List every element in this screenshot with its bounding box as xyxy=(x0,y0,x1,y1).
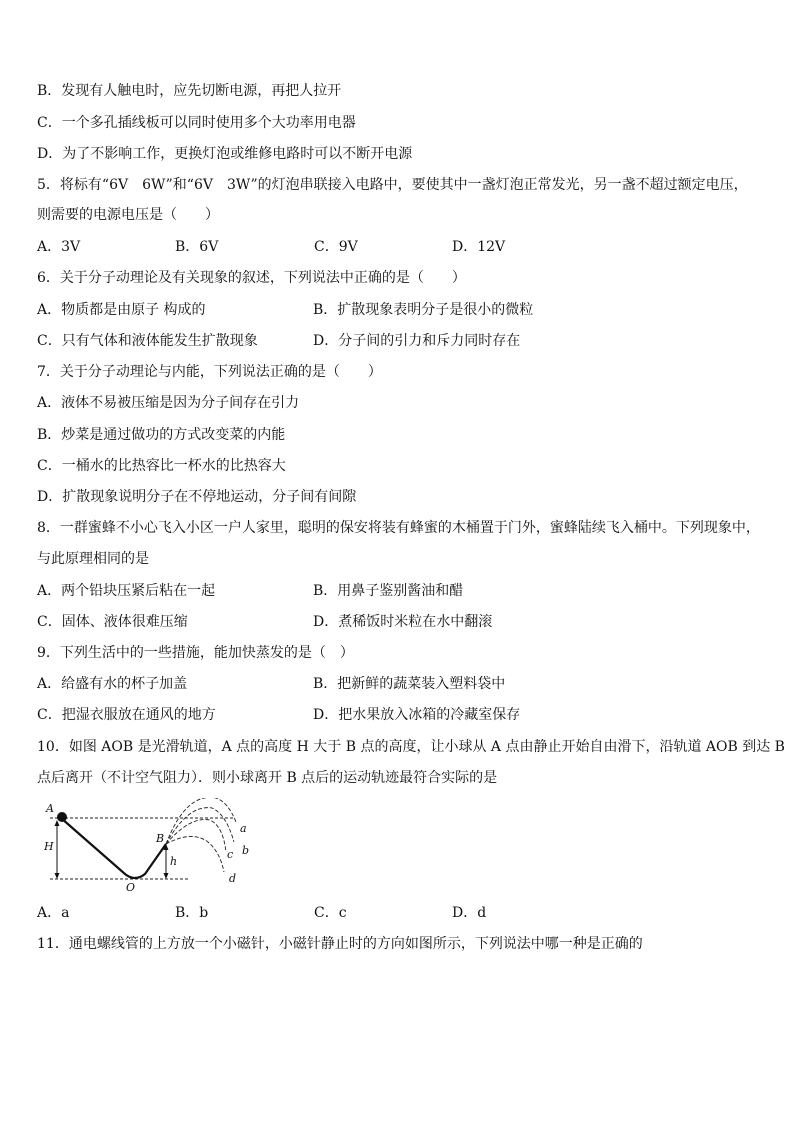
q9-stem: 9．下列生活中的一些措施，能加快蒸发的是（ ） xyxy=(37,645,354,661)
label-c: c xyxy=(227,848,234,861)
q4-option-b: B．发现有人触电时，应先切断电源，再把人拉开 xyxy=(37,83,342,99)
q9-option-d: D．把水果放入冰箱的冷藏室保存 xyxy=(313,707,521,723)
q7-option-a: A．液体不易被压缩是因为分子间存在引力 xyxy=(37,395,300,411)
q6-option-a: A．物质都是由原子 构成的 xyxy=(37,302,206,318)
q8-option-c: C．固体、液体很难压缩 xyxy=(37,614,188,630)
q5-option-c: C．9V xyxy=(314,239,358,255)
ball xyxy=(57,812,67,822)
q8-option-d: D．煮稀饭时米粒在水中翻滚 xyxy=(313,614,493,630)
q8-stem-line1: 8．一群蜜蜂不小心飞入小区一户人家里，聪明的保安将装有蜂蜜的木桶置于门外，蜜蜂陆续飞入桶中。下列现象中， xyxy=(37,520,760,536)
q4-option-d: D．为了不影响工作，更换灯泡或维修电路时可以不断开电源 xyxy=(37,146,413,162)
q9-option-b: B．把新鲜的蔬菜装入塑料袋中 xyxy=(313,676,506,692)
label-d: d xyxy=(229,872,237,885)
q5-option-d: D．12V xyxy=(452,239,506,255)
q5-stem-line2: 则需要的电源电压是（ ） xyxy=(37,207,219,223)
label-A: A xyxy=(46,802,54,815)
q10-option-a: A．a xyxy=(37,905,70,921)
q10-option-b: B．b xyxy=(175,905,209,921)
q10-stem-line1: 10．如图 AOB 是光滑轨道，A 点的高度 H 大于 B 点的高度，让小球从 A 点由静止开始自由滑下，沿轨道 AOB 到达 B xyxy=(37,739,785,755)
q7-option-c: C．一桶水的比热容比一杯水的比热容大 xyxy=(37,458,286,474)
q8-option-a: A．两个铅块压紧后粘在一起 xyxy=(37,583,216,599)
q10-stem-line2: 点后离开（不计空气阻力）．则小球离开 B 点后的运动轨迹最符合实际的是 xyxy=(37,770,498,786)
label-a: a xyxy=(240,822,247,835)
q11-stem: 11．通电螺线管的上方放一个小磁针，小磁针静止时的方向如图所示，下列说法中哪一种是正确的 xyxy=(37,936,643,952)
height-H-arrowhead-up xyxy=(55,820,60,826)
height-H-arrowhead-down xyxy=(55,873,60,879)
q6-option-c: C．只有气体和液体能发生扩散现象 xyxy=(37,333,258,349)
q8-stem-line2: 与此原理相同的是 xyxy=(37,551,149,567)
label-b: b xyxy=(242,844,250,857)
q4-option-c: C．一个多孔插线板可以同时使用多个大功率用电器 xyxy=(37,115,356,131)
q9-option-c: C．把湿衣服放在通风的地方 xyxy=(37,707,216,723)
q6-stem: 6．关于分子动理论及有关现象的叙述，下列说法中正确的是（ ） xyxy=(37,270,466,286)
q5-option-a: A．3V xyxy=(37,239,81,255)
q5-stem-line1: 5．将标有“6V 6W”和“6V 3W”的灯泡串联接入电路中，要使其中一盏灯泡正常发光，另一盏不超过额定电压， xyxy=(37,177,748,193)
track-figure xyxy=(40,798,260,894)
q5-option-b: B．6V xyxy=(175,239,219,255)
track-aob xyxy=(61,818,166,878)
q7-stem: 7．关于分子动理论与内能，下列说法正确的是（ ） xyxy=(37,364,382,380)
label-O: O xyxy=(126,881,136,894)
label-h: h xyxy=(170,855,178,868)
trajectory-b xyxy=(166,808,234,844)
q6-option-b: B．扩散现象表明分子是很小的微粒 xyxy=(313,302,534,318)
q6-option-d: D．分子间的引力和斥力同时存在 xyxy=(313,333,521,349)
label-B: B xyxy=(156,832,165,845)
q10-option-c: C．c xyxy=(314,905,347,921)
label-H: H xyxy=(44,840,54,853)
q7-option-d: D．扩散现象说明分子在不停地运动，分子间有间隙 xyxy=(37,489,357,505)
q8-option-b: B．用鼻子鉴别酱油和醋 xyxy=(313,583,464,599)
q7-option-b: B．炒菜是通过做功的方式改变菜的内能 xyxy=(37,427,286,443)
height-h-arrowhead-down xyxy=(164,873,169,879)
q9-option-a: A．给盛有水的杯子加盖 xyxy=(37,676,188,692)
q10-option-d: D．d xyxy=(452,905,487,921)
